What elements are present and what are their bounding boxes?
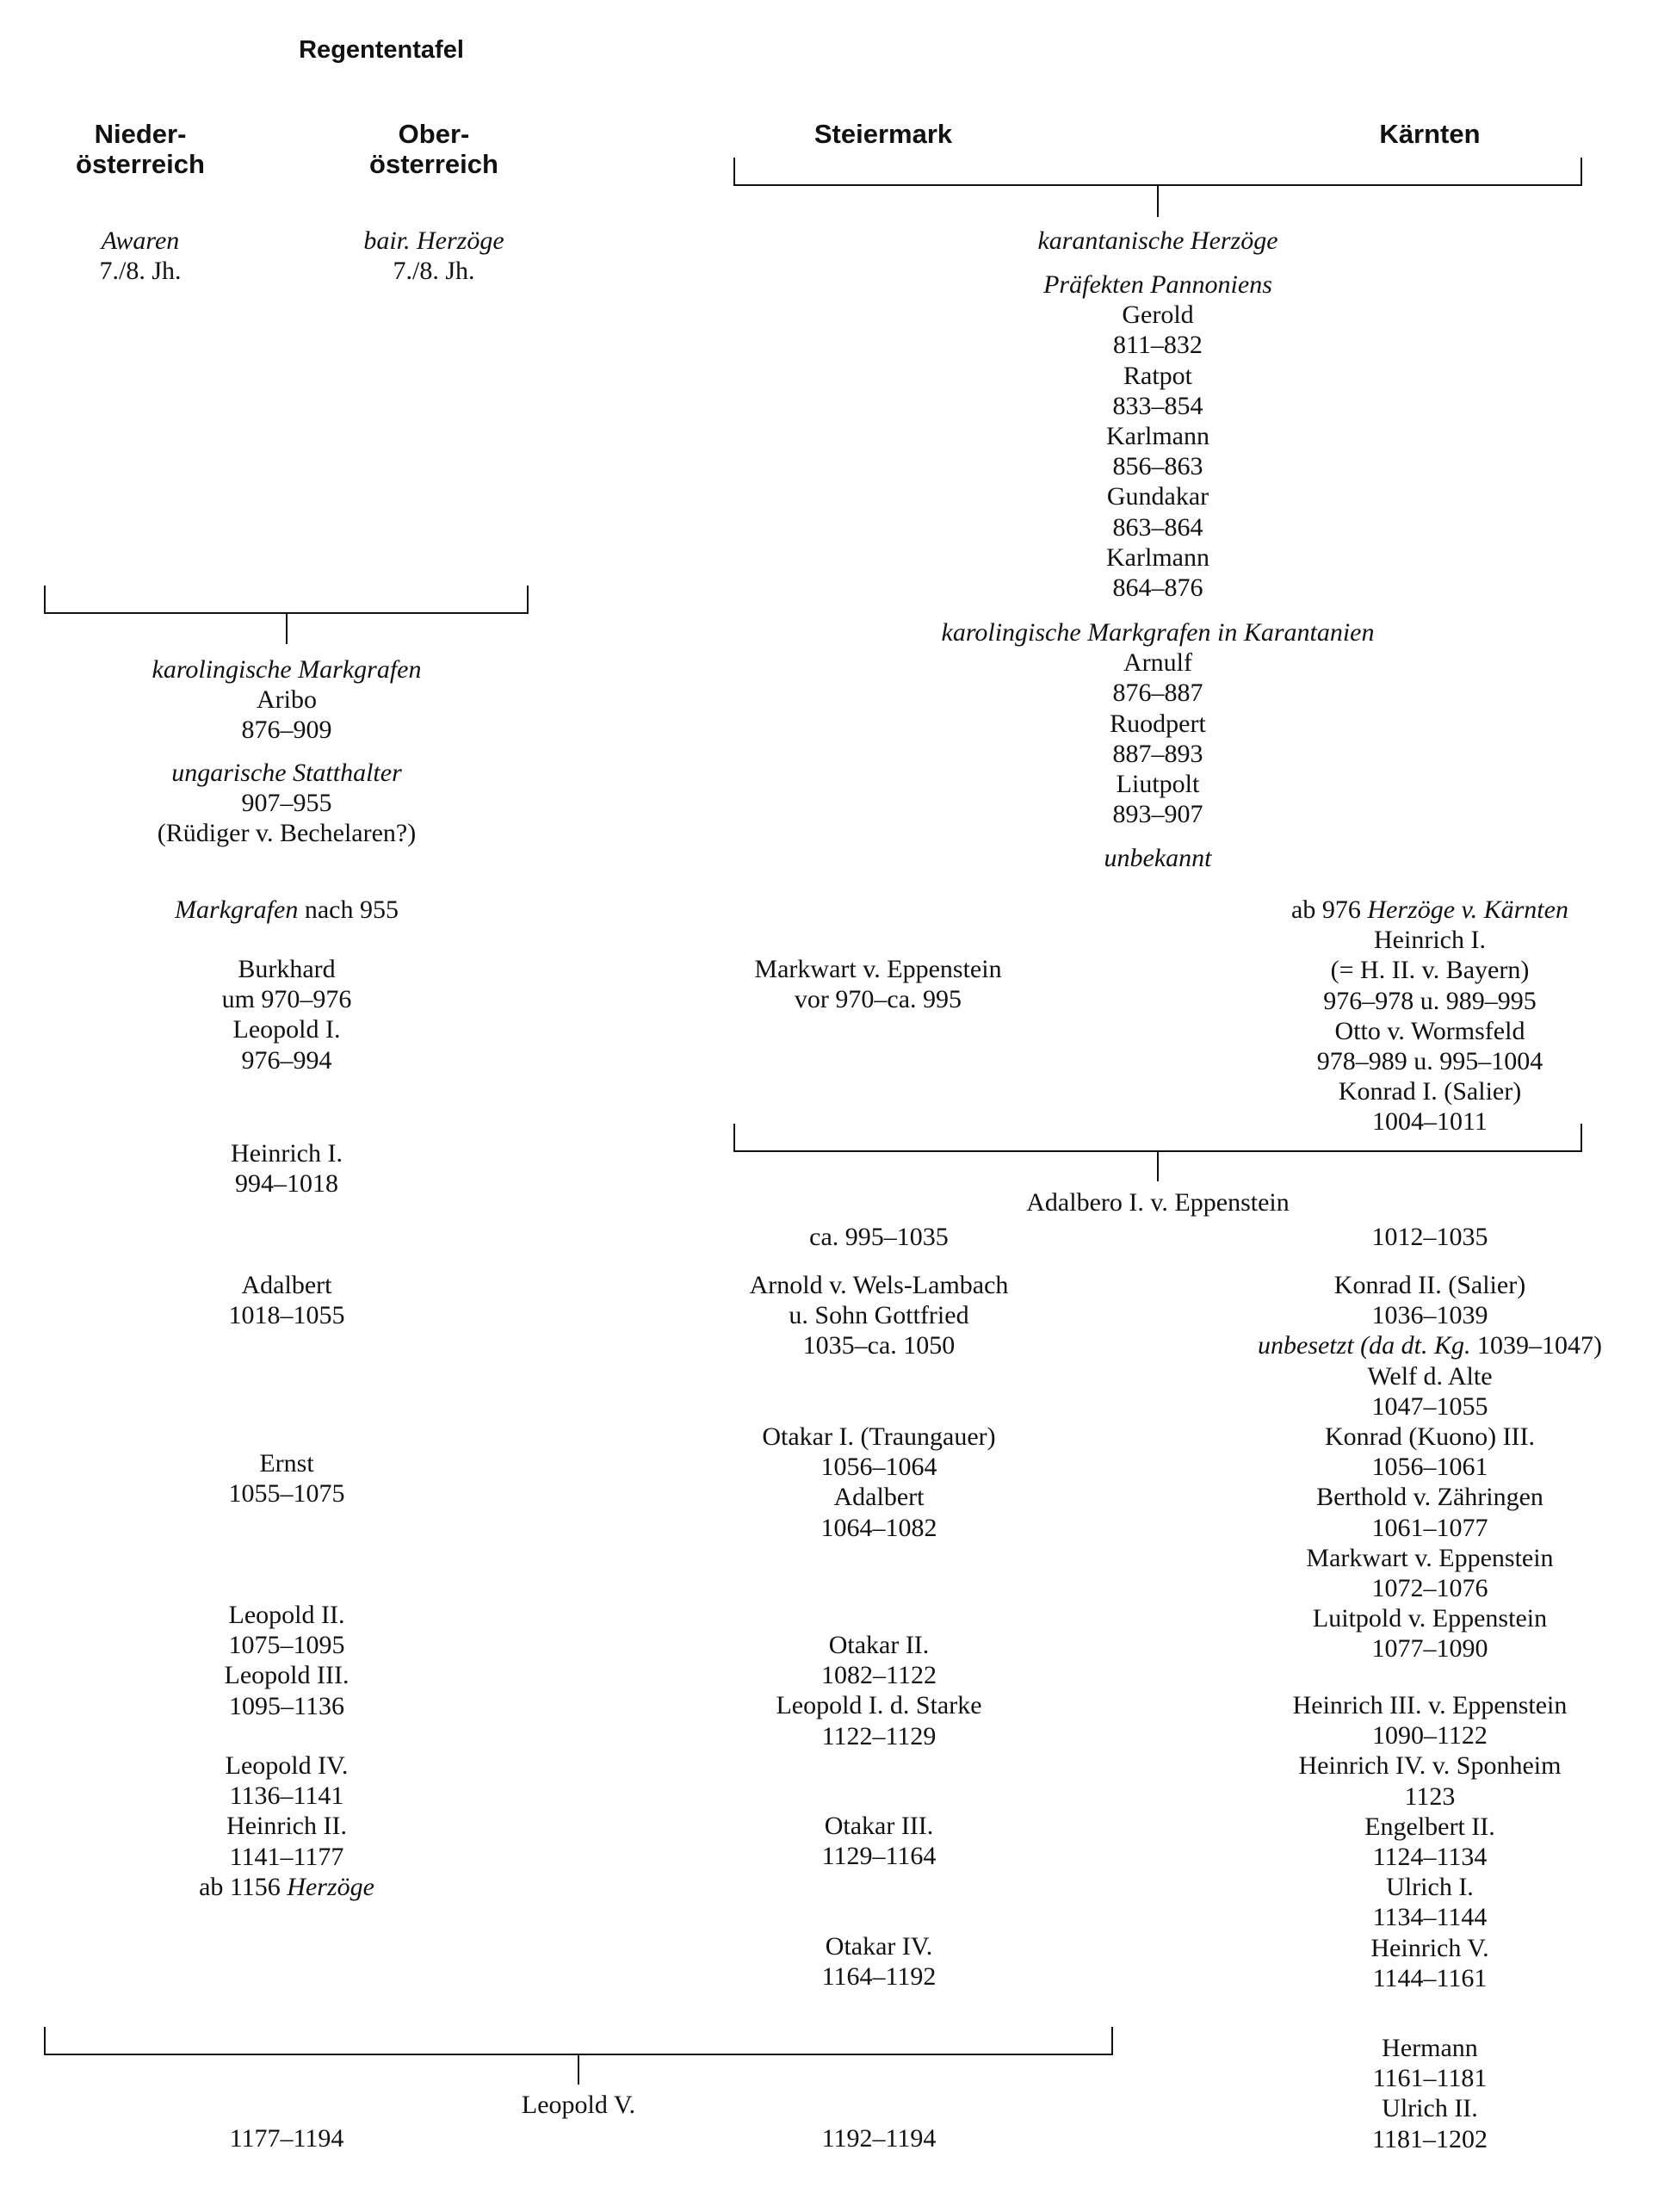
ruler-years: 1077–1090	[1371, 1634, 1488, 1664]
ruler-name: Heinrich II.	[226, 1812, 347, 1841]
ober-herzoege-years: 7./8. Jh.	[393, 257, 475, 286]
kaernten-herzoege-label: Herzöge v. Kärnten	[1367, 895, 1568, 924]
ruler-years: 811–832	[1113, 331, 1203, 360]
ruler-name: Konrad (Kuono) III.	[1324, 1422, 1536, 1452]
ruler-years: 1047–1055	[1371, 1391, 1488, 1421]
ruler-name: Welf d. Alte	[1367, 1361, 1493, 1391]
ruler-years: 1122–1129	[821, 1721, 937, 1750]
ruler-note: (Rüdiger v. Bechelaren?)	[157, 819, 417, 848]
ruler-years: 1072–1076	[1371, 1574, 1488, 1603]
ruler-years: 1129–1164	[821, 1842, 937, 1871]
ruler-name: Karlmann	[1106, 542, 1209, 572]
ruler-years: 1181–1202	[1372, 2124, 1488, 2153]
steier-markwart	[754, 954, 1001, 1014]
steier-otakar-3	[822, 1811, 937, 1871]
ruler-name: Leopold I. d. Starke	[776, 1691, 982, 1720]
unbesetzt-label: unbesetzt (da dt. Kg.	[1258, 1331, 1471, 1360]
ruler-name: Engelbert II.	[1364, 1812, 1495, 1841]
ruler-years: 863–864	[1112, 512, 1203, 542]
ruler-years: 1123	[1404, 1781, 1456, 1811]
ruler-name: Leopold II.	[228, 1601, 345, 1629]
steier-otakar-4	[822, 1931, 937, 1992]
ruler-name: Konrad II. (Salier)	[1333, 1271, 1526, 1299]
nieder-block-4	[229, 1448, 345, 1509]
ruler-years: 1055–1075	[228, 1479, 345, 1509]
leopold-v-name: Leopold V.	[521, 2091, 636, 2119]
page-title: Regententafel	[299, 36, 464, 64]
sk-karantanische-herzoege	[1037, 226, 1277, 256]
nieder-block-3	[229, 1270, 345, 1330]
ruler-years: 887–893	[1112, 739, 1203, 768]
sk-praefekten-label: Präfekten Pannoniens	[1043, 270, 1272, 299]
ruler-years: 893–907	[1112, 800, 1203, 829]
austria-karolingische-label: karolingische Markgrafen	[152, 655, 422, 684]
ruler-years: 864–876	[1112, 573, 1203, 603]
ruler-years: 1164–1192	[821, 1962, 937, 1992]
ruler-years: 1141–1177	[229, 1842, 344, 1871]
ruler-name: Heinrich V.	[1370, 1933, 1489, 1962]
header-nieder-line1: Nieder-	[94, 119, 187, 149]
header-niederoesterreich	[76, 119, 205, 179]
ruler-name: Karlmann	[1106, 422, 1209, 451]
nieder-awaren	[99, 226, 181, 286]
ruler-years: 1018–1055	[228, 1301, 345, 1330]
ruler-years: 1134–1144	[1372, 1903, 1488, 1932]
ruler-years: 1064–1082	[820, 1513, 937, 1542]
leopold-v-years-steier: 1192–1194	[821, 2124, 937, 2153]
ruler-years: 907–955	[241, 789, 332, 818]
steier-otakar-1	[762, 1422, 995, 1543]
steier-adalbero-years: ca. 995–1035	[809, 1223, 949, 1251]
austria-markgrafen-nach-955	[175, 895, 399, 925]
nieder-block-2	[231, 1138, 343, 1199]
ruler-name: Heinrich I.	[1374, 926, 1486, 955]
kaernten-block-2	[1258, 1270, 1602, 1664]
ruler-name: Gerold	[1122, 301, 1194, 330]
ruler-name: Ernst	[259, 1449, 314, 1478]
ruler-years: vor 970–ca. 995	[794, 985, 962, 1014]
herzoege-label: Herzöge	[287, 1872, 374, 1901]
nieder-block-5	[225, 1600, 350, 1721]
ruler-years: 833–854	[1112, 391, 1203, 420]
ruler-name: Ratpot	[1123, 361, 1192, 390]
ruler-name: Gundakar	[1106, 482, 1209, 511]
kaernten-block-4	[1372, 2033, 1488, 2154]
ruler-name: Liutpolt	[1116, 770, 1200, 799]
markgrafen-label: Markgrafen	[175, 895, 299, 924]
ruler-name: Otakar III.	[824, 1812, 934, 1840]
austria-karolingische-block	[152, 654, 422, 746]
nieder-block-1	[222, 954, 352, 1075]
ruler-name: Adalbert	[833, 1483, 925, 1512]
adalbero-name: Adalbero I. v. Eppenstein	[1026, 1188, 1290, 1217]
sk-unbekannt-label: unbekannt	[1104, 844, 1212, 872]
unbesetzt-years: 1039–1047)	[1470, 1331, 1602, 1360]
ruler-years: 1144–1161	[1372, 1963, 1488, 1992]
kaernten-block-3	[1293, 1690, 1568, 1993]
ruler-years: 1124–1134	[1372, 1843, 1488, 1872]
ruler-years: 1082–1122	[821, 1661, 937, 1690]
ruler-name: Heinrich III. v. Eppenstein	[1292, 1691, 1568, 1719]
herzoege-prefix: ab 1156	[199, 1872, 288, 1901]
kaernten-herzoege-prefix: ab 976	[1291, 895, 1368, 924]
ober-herzoege-label: bair. Herzöge	[363, 226, 504, 255]
ruler-name: Heinrich IV. v. Sponheim	[1298, 1751, 1562, 1781]
ruler-years: 1061–1077	[1371, 1513, 1488, 1542]
ruler-name: Leopold I.	[232, 1015, 341, 1044]
ruler-years: 876–887	[1112, 678, 1203, 708]
sk-karolingische-block	[942, 617, 1375, 829]
header-oberoesterreich	[369, 119, 498, 179]
header-ober-line2: österreich	[369, 149, 498, 179]
ruler-years: 1136–1141	[229, 1781, 344, 1811]
ruler-name: Otakar IV.	[825, 1932, 933, 1961]
ruler-name: Leopold IV.	[225, 1751, 349, 1780]
ruler-name: Markwart v. Eppenstein	[754, 955, 1002, 983]
steier-arnold	[750, 1270, 1009, 1361]
ruler-years: 1161–1181	[1372, 2064, 1488, 2093]
ruler-name: Hermann	[1382, 2034, 1478, 2062]
ruler-years: 1056–1061	[1371, 1453, 1488, 1482]
ruler-name: Burkhard	[238, 955, 336, 983]
kaernten-block-1	[1291, 895, 1568, 1137]
ruler-years: 1075–1095	[228, 1631, 345, 1660]
ruler-name: Ulrich I.	[1386, 1873, 1474, 1902]
ruler-name: Otakar II.	[828, 1631, 930, 1659]
header-kaernten: Kärnten	[1379, 119, 1481, 149]
ruler-name: Berthold v. Zähringen	[1316, 1483, 1543, 1512]
ruler-name: Leopold III.	[224, 1661, 350, 1690]
ruler-years: 1090–1122	[1372, 1721, 1488, 1750]
ruler-name: Otakar I. (Traungauer)	[762, 1422, 996, 1451]
ruler-years: 976–994	[241, 1045, 332, 1075]
nieder-block-6	[199, 1750, 374, 1902]
ruler-years: 976–978 u. 989–995	[1323, 986, 1537, 1015]
ruler-name: Konrad I. (Salier)	[1338, 1077, 1522, 1106]
header-ober-line1: Ober-	[398, 119, 470, 149]
ruler-name: Luitpold v. Eppenstein	[1312, 1604, 1548, 1633]
ruler-years: 1095–1136	[229, 1691, 344, 1720]
ruler-years: 876–909	[241, 716, 332, 745]
header-steiermark: Steiermark	[813, 119, 953, 149]
sk-karantanische-label: karantanische Herzöge	[1037, 226, 1278, 255]
leopold-v-years-austria: 1177–1194	[229, 2124, 344, 2153]
ruler-name: Adalbert	[241, 1271, 332, 1299]
ruler-years: 994–1018	[234, 1169, 338, 1199]
header-nieder-line2: österreich	[76, 149, 205, 179]
ruler-years: um 970–976	[221, 985, 352, 1014]
ruler-name: Arnold v. Wels-Lambach	[749, 1271, 1009, 1299]
austria-ungarische-block	[158, 758, 416, 849]
ruler-years: 1056–1064	[820, 1453, 937, 1482]
austria-ungarische-label: ungarische Statthalter	[171, 759, 402, 787]
ruler-years: 978–989 u. 995–1004	[1316, 1047, 1543, 1076]
ruler-name: Heinrich I.	[231, 1139, 343, 1168]
ober-bair-herzoege	[363, 226, 504, 286]
ruler-name: Ulrich II.	[1382, 2094, 1478, 2123]
sk-praefekten-block	[1043, 270, 1272, 603]
ruler-years: 1004–1011	[1372, 1107, 1488, 1137]
ruler-years: 1036–1039	[1371, 1301, 1488, 1330]
ruler-years: 856–863	[1112, 452, 1203, 481]
ruler-years: 1035–ca. 1050	[802, 1331, 956, 1360]
sk-unbekannt	[1104, 843, 1212, 873]
steier-otakar-2	[776, 1630, 981, 1751]
ruler-name: Otto v. Wormsfeld	[1334, 1016, 1525, 1045]
ruler-name: Aribo	[257, 685, 317, 715]
nieder-awaren-years: 7./8. Jh.	[99, 257, 182, 286]
ruler-name: u. Sohn Gottfried	[789, 1301, 969, 1330]
sk-karolingische-label: karolingische Markgrafen in Karantanien	[941, 618, 1375, 647]
kaernten-adalbero-years: 1012–1035	[1371, 1223, 1488, 1251]
ruler-name: Arnulf	[1123, 648, 1192, 678]
ruler-name: Markwart v. Eppenstein	[1306, 1543, 1554, 1572]
nieder-awaren-label: Awaren	[101, 226, 180, 255]
ruler-name: Ruodpert	[1110, 709, 1206, 738]
markgrafen-rest: nach 955	[298, 895, 399, 924]
ruler-note: (= H. II. v. Bayern)	[1330, 956, 1530, 985]
